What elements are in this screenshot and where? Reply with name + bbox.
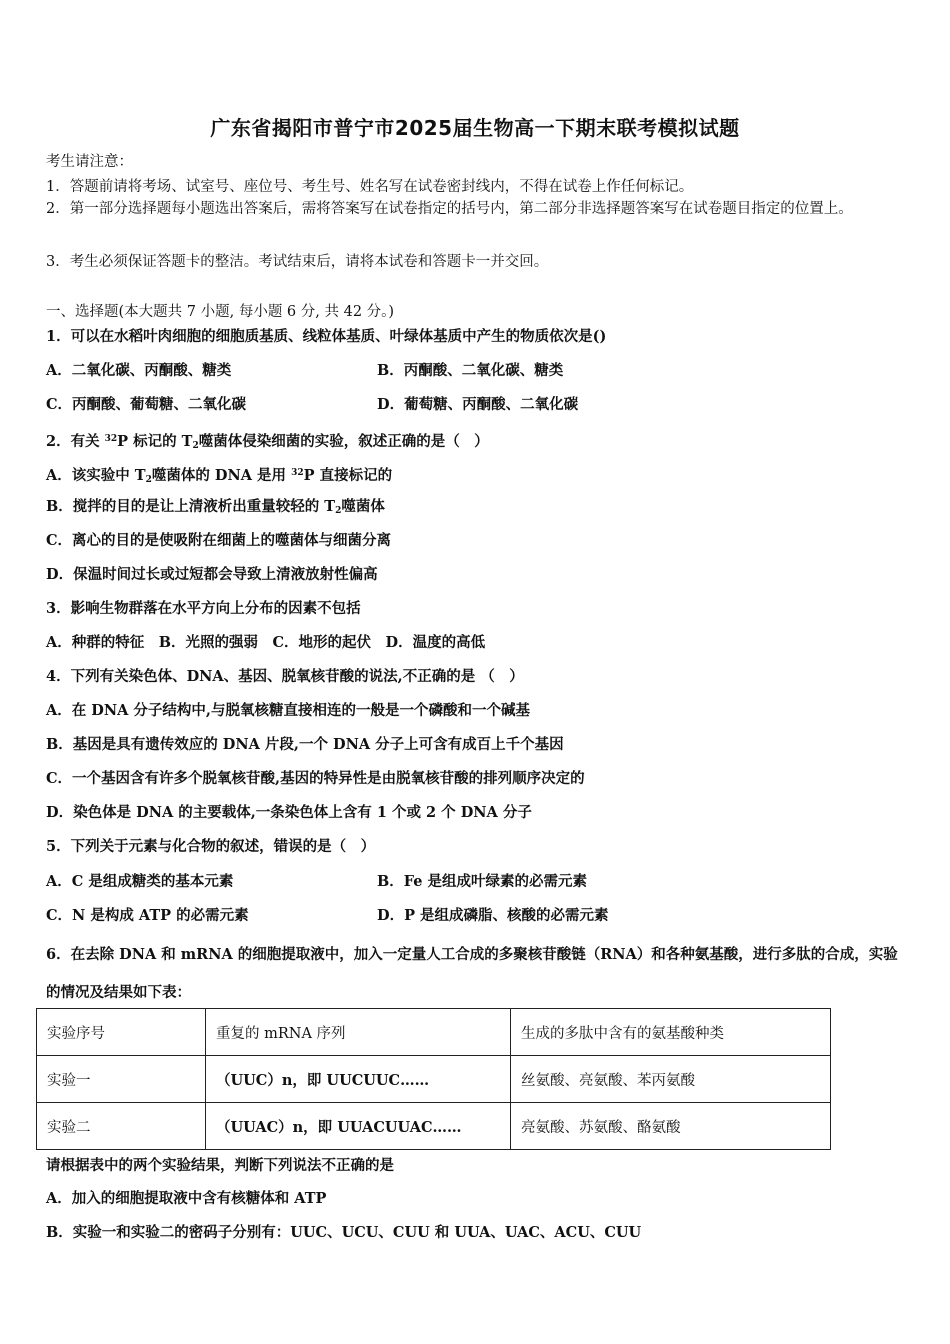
- experiment-table: [36, 1008, 831, 1150]
- page-title: 广东省揭阳市普宁市2025届生物高一下期末联考模拟试题: [210, 116, 740, 140]
- question-1-stem: 1．可以在水稻叶肉细胞的细胞质基质、线粒体基质、叶绿体基质中产生的物质依次是(): [46, 328, 607, 345]
- question-4-option-a: A．在 DNA 分子结构中,与脱氧核糖直接相连的一般是一个磷酸和一个碱基: [46, 702, 530, 719]
- question-2-option-b: B．搅拌的目的是让上清液析出重量较轻的 $T_2$噬菌体: [46, 498, 385, 516]
- question-6-option-a: A．加入的细胞提取液中含有核糖体和 ATP: [46, 1190, 327, 1207]
- question-5-option-c: C．N 是构成 ATP 的必需元素: [46, 907, 249, 924]
- table-cell: （UUC）n，即 UUCUUC……: [206, 1056, 511, 1103]
- table-header-cell: 重复的 mRNA 序列: [206, 1009, 511, 1056]
- question-5-option-b: B．Fe 是组成叶绿素的必需元素: [377, 873, 588, 890]
- question-4-stem: 4．下列有关染色体、DNA、基因、脱氧核苷酸的说法,不正确的是 （ ）: [46, 668, 524, 685]
- question-3-stem: 3．影响生物群落在水平方向上分布的因素不包括: [46, 600, 361, 617]
- notice-heading: 考生请注意：: [46, 154, 133, 170]
- question-1-option-d: D．葡萄糖、丙酮酸、二氧化碳: [377, 396, 579, 413]
- table-header-cell: 生成的多肽中含有的氨基酸种类: [511, 1009, 831, 1056]
- table-header-row: [37, 1009, 831, 1056]
- question-6-stem: 6．在去除 DNA 和 mRNA 的细胞提取液中，加入一定量人工合成的多聚核苷酸链（RNA）和各种氨基酸，进行多肽的合成，实验的情况及结果如下表：: [46, 946, 898, 1001]
- question-3-options: A．种群的特征 B．光照的强弱 C．地形的起伏 D．温度的高低: [46, 634, 486, 651]
- question-2-option-c: C．离心的目的是使吸附在细菌上的噬菌体与细菌分离: [46, 532, 392, 549]
- question-5-option-d: D．P 是组成磷脂、核酸的必需元素: [377, 907, 609, 924]
- question-6-follow: 请根据表中的两个实验结果，判断下列说法不正确的是: [46, 1157, 394, 1174]
- question-1-option-c: C．丙酮酸、葡萄糖、二氧化碳: [46, 396, 247, 413]
- notice-item-1: 1．答题前请将考场、试室号、座位号、考生号、姓名写在试卷密封线内，不得在试卷上作任何标记。: [46, 179, 694, 195]
- question-6-option-b: B．实验一和实验二的密码子分别有：UUC、UCU、CUU 和 UUA、UAC、ACU、CUU: [46, 1224, 642, 1241]
- section-heading: 一、选择题(本大题共 7 小题, 每小题 6 分, 共 42 分。): [46, 304, 395, 320]
- question-5-option-a: A．C 是组成糖类的基本元素: [46, 873, 234, 890]
- question-4-option-b: B．基因是具有遗传效应的 DNA 片段,一个 DNA 分子上可含有成百上千个基因: [46, 736, 564, 753]
- table-cell: 亮氨酸、苏氨酸、酪氨酸: [511, 1103, 831, 1150]
- table-header-cell: 实验序号: [37, 1009, 206, 1056]
- table-cell: 实验二: [37, 1103, 206, 1150]
- question-2-option-d: D．保温时间过长或过短都会导致上清液放射性偏高: [46, 566, 378, 583]
- table-cell: 丝氨酸、亮氨酸、苯丙氨酸: [511, 1056, 831, 1103]
- notice-item-3: 3．考生必须保证答题卡的整洁。考试结束后，请将本试卷和答题卡一并交回。: [46, 254, 549, 270]
- table-row: [37, 1056, 831, 1103]
- question-4-option-d: D．染色体是 DNA 的主要载体,一条染色体上含有 1 个或 2 个 DNA 分子: [46, 804, 532, 821]
- table-cell: （UUAC）n，即 UUACUUAC……: [206, 1103, 511, 1150]
- table-cell: 实验一: [37, 1056, 206, 1103]
- table-row: [37, 1103, 831, 1150]
- question-2-stem: 2．有关 $^{32}$P 标记的 $T_2$噬菌体侵染细菌的实验，叙述正确的是（ ）: [46, 433, 489, 451]
- question-5-stem: 5．下列关于元素与化合物的叙述，错误的是（ ）: [46, 838, 376, 855]
- question-1-option-a: A．二氧化碳、丙酮酸、糖类: [46, 362, 232, 379]
- question-2-option-a: A．该实验中 $T_2$噬菌体的 DNA 是用 $^{32}$P 直接标记的: [46, 467, 393, 485]
- notice-item-2: 2．第一部分选择题每小题选出答案后，需将答案写在试卷指定的括号内，第二部分非选择题答案写在试卷题目指定的位置上。: [46, 201, 853, 217]
- question-4-option-c: C．一个基因含有许多个脱氧核苷酸,基因的特异性是由脱氧核苷酸的排列顺序决定的: [46, 770, 585, 787]
- question-1-option-b: B．丙酮酸、二氧化碳、糖类: [377, 362, 564, 379]
